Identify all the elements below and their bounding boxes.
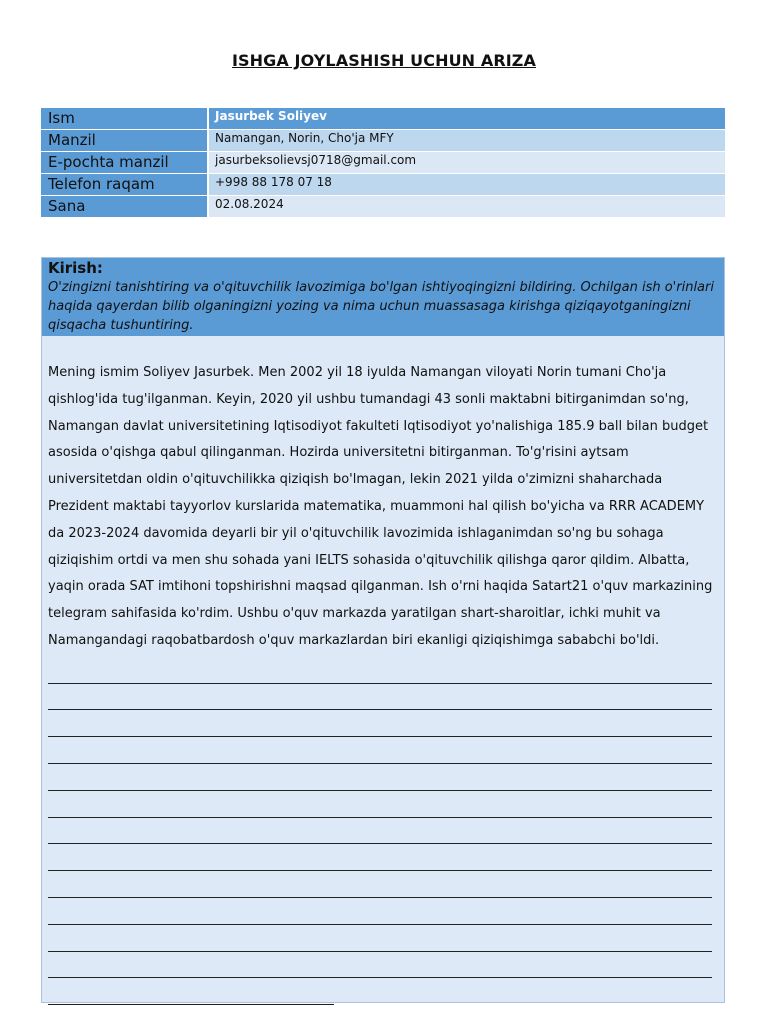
info-row-email [41, 152, 725, 173]
email-label: E-pochta manzil [41, 152, 207, 173]
blank-line [48, 737, 712, 764]
blank-line [48, 764, 712, 791]
date-value: 02.08.2024 [207, 196, 725, 217]
name-value: Jasurbek Soliyev [207, 108, 725, 129]
date-label: Sana [41, 196, 207, 217]
blank-line-short [48, 978, 334, 1005]
blank-line [48, 710, 712, 737]
intro-header [42, 258, 724, 336]
intro-instructions: O'zingizni tanishtiring va o'qituvchilik lavozimiga bo'lgan ishtiyoqingizni bildiring. Ochilgan ish o'rinlari haqida qayerdan bilib olganingizni yozing va nima uchun muassasaga kirishga qiziqayotganingizni qisqacha tushuntiring. [48, 280, 714, 333]
address-value: Namangan, Norin, Cho'ja MFY [207, 130, 725, 151]
info-row-date [41, 196, 725, 217]
blank-line [48, 952, 712, 979]
info-row-phone [41, 174, 725, 195]
blank-lines [48, 657, 718, 1005]
intro-section [41, 257, 725, 1003]
info-row-name [41, 108, 725, 129]
name-label: Ism [41, 108, 207, 129]
blank-line [48, 871, 712, 898]
intro-text: Mening ismim Soliyev Jasurbek. Men 2002 yil 18 iyulda Namangan viloyati Norin tumani Cho'ja qishlog'ida tug'ilganman. Keyin, 2020 yil ushbu tumandagi 43 sonli maktabni bitirganimdan so'ng, Namangan davlat universitetining Iqtisodiyot fakulteti Iqtisodiyot yo'nalishiga 185.9 ball bilan budget asosida o'qishga qabul qilinganman. Hozirda universitetni bitirganman. To'g'risini aytsam universitetdan oldin o'qituvchilikka qiziqish bo'lmagan, lekin 2021 yilda o'zimizni shaharchada Prezident maktabi tayyorlov kurslarida matematika, muammoni hal qilish bo'yicha va RRR ACADEMY da 2023-2024 davomida deyarli bir yil o'qituvchilik lavozimida ishlaganimdan so'ng bu sohaga qiziqishim ortdi va men shu sohada yani IELTS sohasida o'qituvchilik qilishga qaror qildim. Albatta, yaqin orada SAT imtihoni topshirishni maqsad qilganman. Ish o'rni haqida Satart21 o'quv markazining telegram sahifasida ko'rdim. Ushbu o'quv markazda yaratilgan shart-sharoitlar, ichki muhit va Namangandagi raqobatbardosh o'quv markazlardan biri ekanligi qiziqishimga sababchi bo'ldi. [48, 365, 713, 648]
blank-line [48, 684, 712, 711]
phone-value: +998 88 178 07 18 [207, 174, 725, 195]
email-value: jasurbeksolievsj0718@gmail.com [207, 152, 725, 173]
blank-line [48, 898, 712, 925]
document-title: ISHGA JOYLASHISH UCHUN ARIZA [232, 51, 536, 70]
blank-line [48, 925, 712, 952]
blank-line [48, 791, 712, 818]
address-label: Manzil [41, 130, 207, 151]
applicant-info-table [41, 107, 725, 218]
intro-heading: Kirish: [48, 259, 103, 277]
intro-body [42, 336, 724, 1005]
blank-line [48, 818, 712, 845]
info-row-address [41, 130, 725, 151]
blank-line [48, 657, 712, 684]
phone-label: Telefon raqam [41, 174, 207, 195]
blank-line [48, 844, 712, 871]
